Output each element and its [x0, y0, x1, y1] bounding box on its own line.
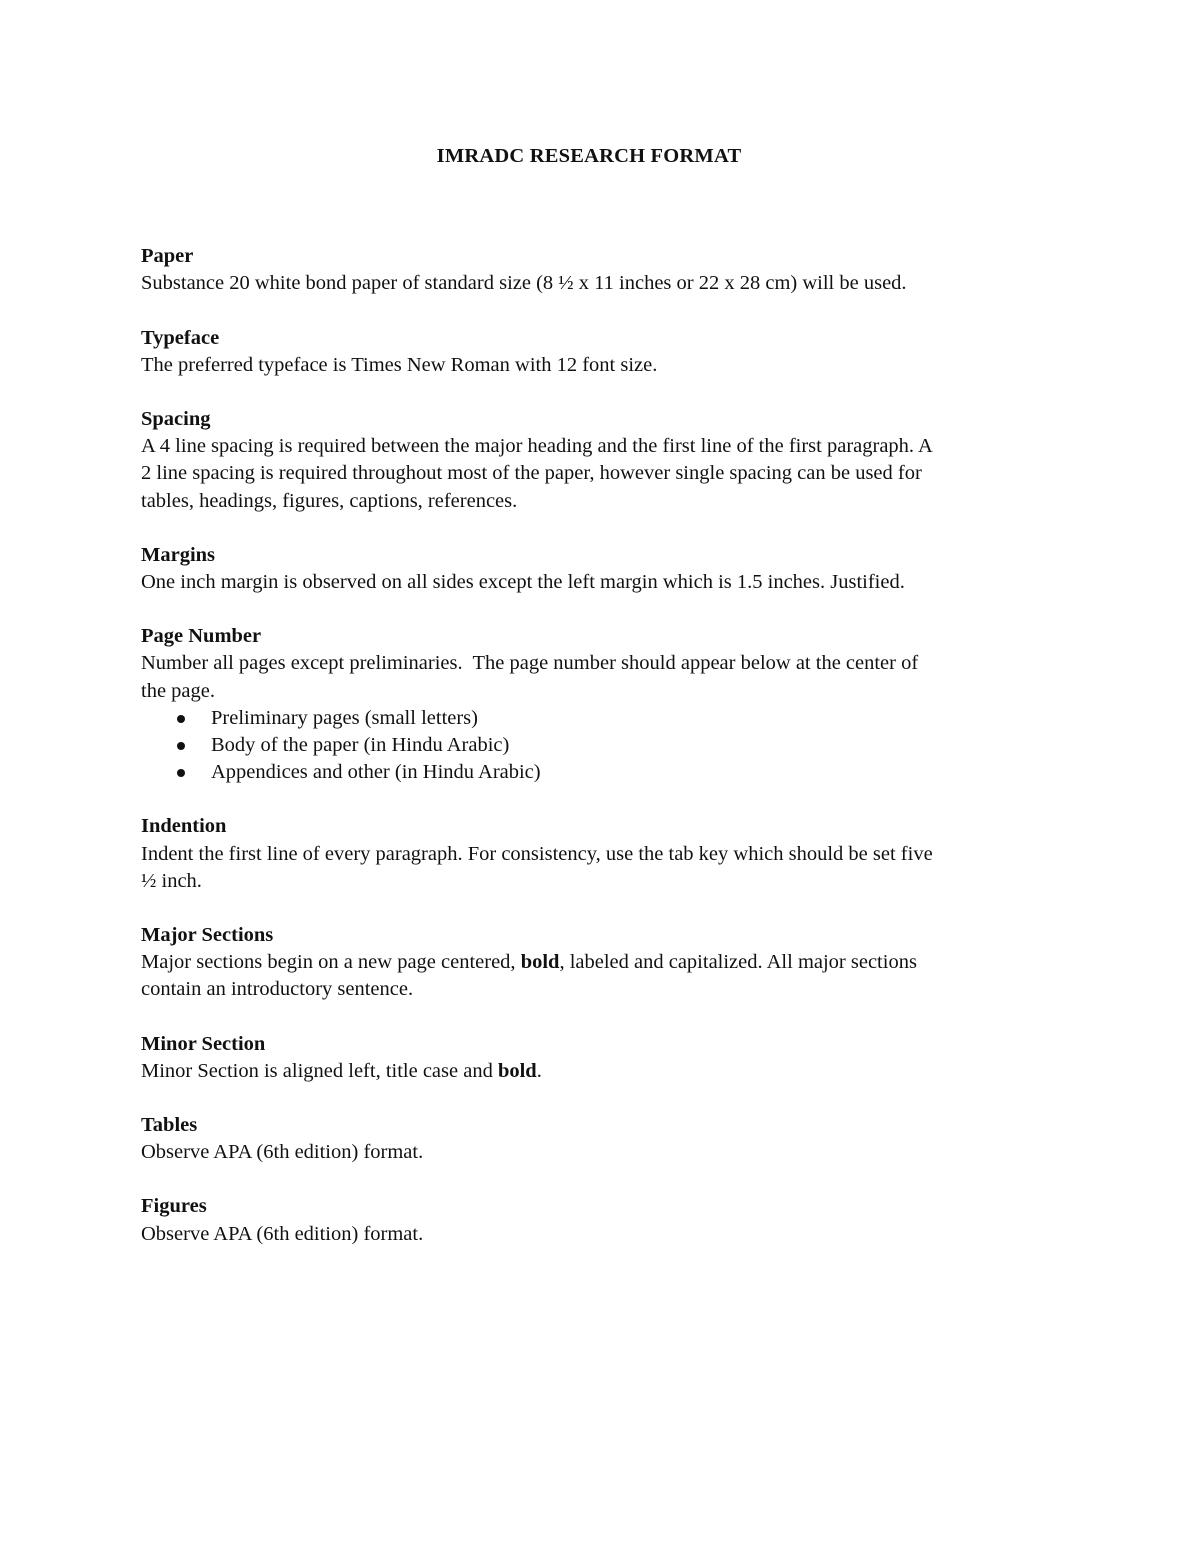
section-typeface — [141, 325, 1061, 379]
list-item-text: Preliminary pages (small letters) — [211, 706, 478, 729]
section-body-line: ½ inch. — [141, 869, 202, 892]
list-item — [141, 759, 1061, 786]
section-indention — [141, 813, 1061, 895]
section-body: Substance 20 white bond paper of standard size (8 ½ x 11 inches or 22 x 28 cm) will be used. — [141, 272, 907, 295]
section-body: One inch margin is observed on all sides except the left margin which is 1.5 inches. Justified. — [141, 571, 905, 594]
bullet-icon — [177, 742, 185, 750]
section-heading: Paper — [141, 245, 194, 268]
section-tables — [141, 1112, 1061, 1166]
section-body-line: A 4 line spacing is required between the major heading and the first line of the first paragraph. A — [141, 435, 933, 458]
section-major-sections — [141, 922, 1061, 1004]
section-heading: Margins — [141, 543, 216, 566]
section-body: The preferred typeface is Times New Roman with 12 font size. — [141, 353, 658, 376]
bold-word: bold — [520, 951, 560, 974]
section-body-line: 2 line spacing is required throughout most of the paper, however single spacing can be used for — [141, 462, 922, 485]
section-margins — [141, 542, 1061, 596]
body-text: . — [536, 1059, 542, 1082]
section-heading: Indention — [141, 815, 227, 838]
section-body-line — [141, 949, 1061, 976]
section-heading: Spacing — [141, 408, 211, 431]
section-body-line: contain an introductory sentence. — [141, 978, 414, 1001]
section-heading: Typeface — [141, 326, 220, 349]
body-text: , labeled and capitalized. All major sections — [559, 951, 917, 974]
bullet-list — [141, 705, 1061, 787]
section-heading: Minor Section — [141, 1032, 266, 1055]
section-heading: Tables — [141, 1114, 198, 1137]
section-minor-section — [141, 1031, 1061, 1085]
section-body: Observe APA (6th edition) format. — [141, 1222, 424, 1245]
body-text: Minor Section is aligned left, title case and — [141, 1059, 498, 1082]
section-heading: Major Sections — [141, 924, 274, 947]
list-item — [141, 705, 1061, 732]
bullet-icon — [177, 769, 185, 777]
section-body-line: Number all pages except preliminaries. The page number should appear below at the center of — [141, 652, 919, 675]
body-text: Major sections begin on a new page centered, — [141, 951, 521, 974]
list-item — [141, 732, 1061, 759]
section-paper — [141, 243, 1061, 297]
bold-word: bold — [497, 1059, 537, 1082]
list-item-text: Appendices and other (in Hindu Arabic) — [211, 761, 541, 784]
section-body-line: Indent the first line of every paragraph. For consistency, use the tab key which should be set five — [141, 842, 933, 865]
document-content — [141, 143, 1061, 1248]
section-page-number — [141, 623, 1061, 786]
section-body-line — [141, 1058, 1061, 1085]
section-heading: Figures — [141, 1195, 207, 1218]
section-spacing — [141, 406, 1061, 515]
section-body-line: the page. — [141, 679, 215, 702]
section-figures — [141, 1193, 1061, 1247]
bullet-icon — [177, 715, 185, 723]
document-title: IMRADC RESEARCH FORMAT — [436, 145, 742, 167]
list-item-text: Body of the paper (in Hindu Arabic) — [211, 734, 510, 757]
section-body: Observe APA (6th edition) format. — [141, 1141, 424, 1164]
section-heading: Page Number — [141, 625, 262, 648]
section-body-line: tables, headings, figures, captions, references. — [141, 489, 518, 512]
